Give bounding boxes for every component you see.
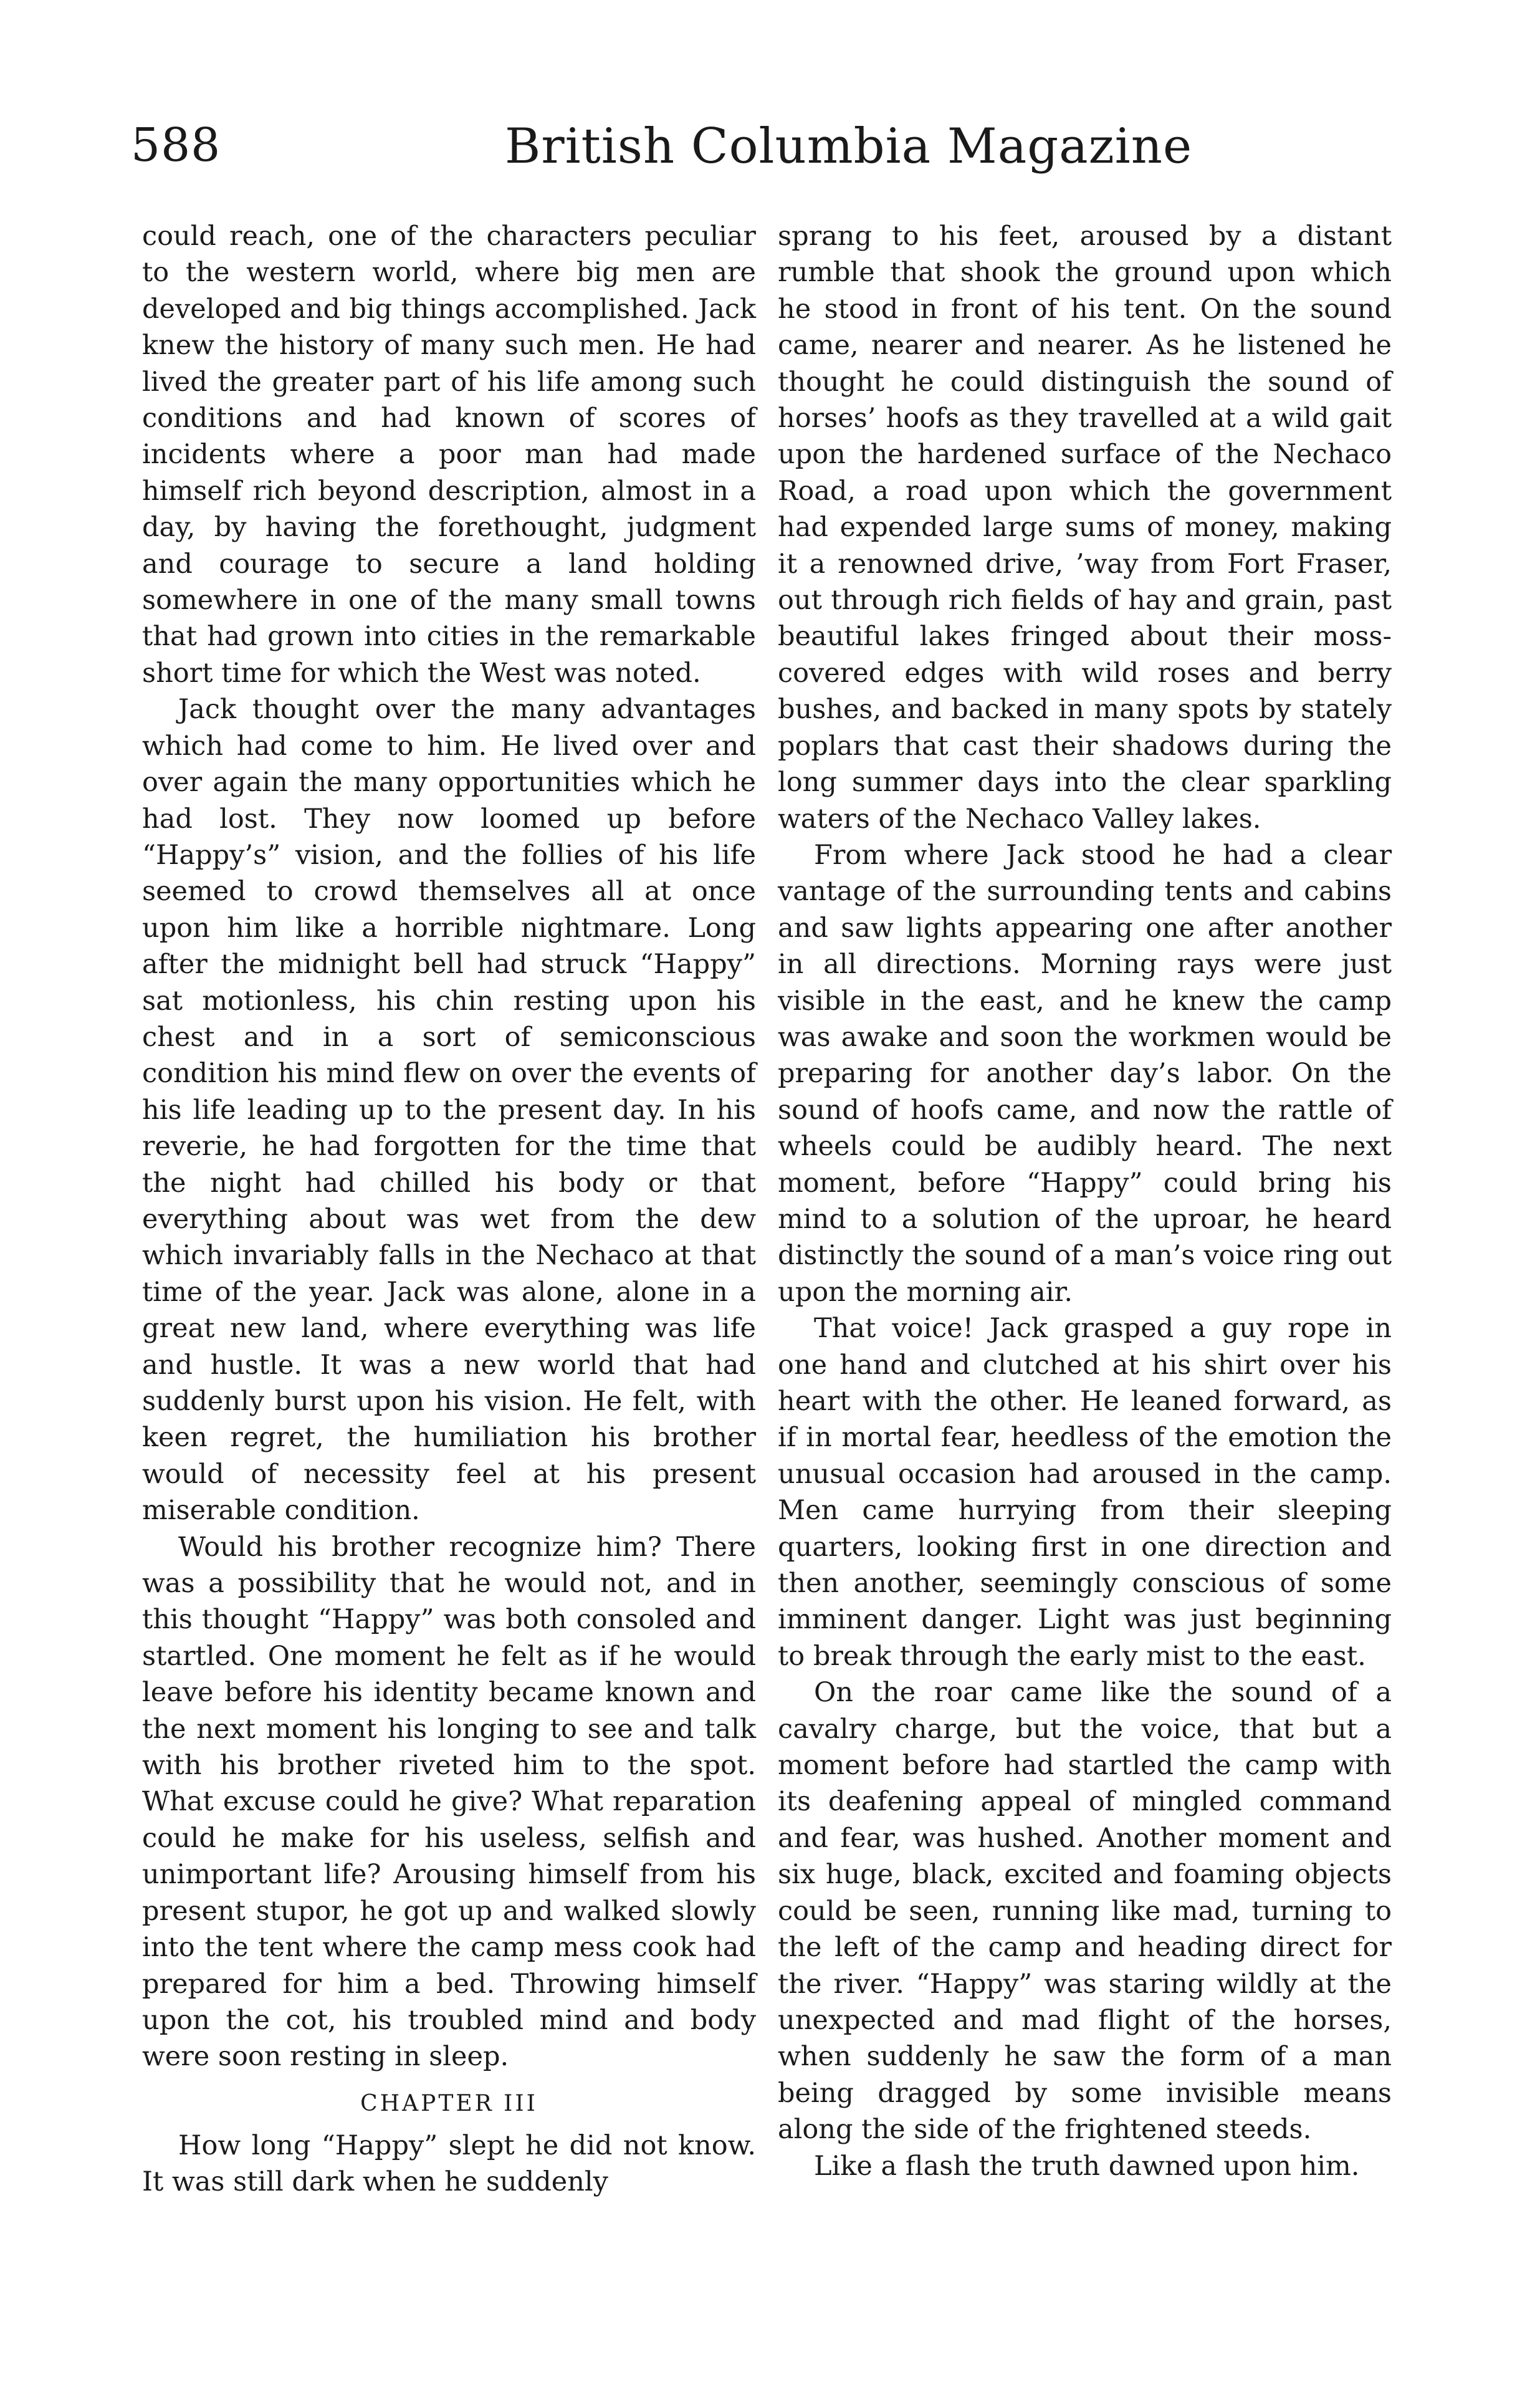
paragraph: Like a flash the truth dawned upon him. <box>814 2150 1360 2182</box>
page-header <box>131 118 1409 187</box>
paragraph: On the roar came like the sound of a cavalry charge, but the voice, that but a moment before had startled the camp with its deafening appeal of mingled command and fear, was hushed. Another moment and six huge, black, excited and foaming objects could be seen, running like mad, turning to the left of the camp and heading direct for the river. “Happy” was staring wildly at the unexpected and mad flight of the horses, when suddenly he saw the form of a man being dragged by some invisible means along the side of the frightened steeds. <box>778 1677 1392 2146</box>
paragraph: sprang to his feet, aroused by a distant rumble that shook the ground upon which he stood in front of his tent. On the sound came, nearer and nearer. As he listened he thought he could distinguish the sound of horses’ hoofs as they travelled at a wild gait upon the hardened surface of the Nechaco Road, a road upon which the government had expended large sums of money, making it a renowned drive, ’way from Fort Fraser, out through rich fields of hay and grain, past beautiful lakes fringed about their moss-covered edges with wild roses and berry bushes, and backed in many spots by stately poplars that cast their shadows during the long summer days into the clear sparkling waters of the Nechaco Valley lakes. <box>778 221 1392 835</box>
paragraph: That voice! Jack grasped a guy rope in one hand and clutched at his shirt over his heart with the other. He leaned forward, as if in mortal fear, heedless of the emotion the unusual occasion had aroused in the camp. Men came hurrying from their sleeping quarters, looking first in one direction and then another, seemingly conscious of some imminent danger. Light was just beginning to break through the early mist to the east. <box>778 1313 1392 1672</box>
paragraph: Jack thought over the many advantages which had come to him. He lived over and over again the many opportunities which he had lost. They now loomed up before “Happy’s” vision, and the follies of his life seemed to crowd themselves all at once upon him like a horrible nightmare. Long after the midnight bell had struck “Happy” sat motionless, his chin resting upon his chest and in a sort of semiconscious condition his mind flew on over the events of his life leading up to the present day. In his reverie, he had forgotten for the time that the night had chilled his body or that everything about was wet from the dew which invariably falls in the Nechaco at that time of the year. Jack was alone, alone in a great new land, where everything was life and hustle. It was a new world that had suddenly burst upon his vision. He felt, with keen regret, the humiliation his brother would of necessity feel at his present miserable condition. <box>142 694 756 1527</box>
running-title: British Columbia Magazine <box>505 118 1193 175</box>
paragraph: From where Jack stood he had a clear vantage of the surrounding tents and cabins and saw lights appearing one after another in all directions. Morning rays were just visible in the east, and he knew the camp was awake and soon the workmen would be preparing for another day’s labor. On the sound of hoofs came, and now the rattle of wheels could be audibly heard. The next moment, before “Happy” could bring his mind to a solution of the uproar, he heard distinctly the sound of a man’s voice ring out upon the morning air. <box>778 839 1392 1308</box>
right-column <box>778 218 1392 2184</box>
chapter-heading: CHAPTER III <box>360 2090 538 2116</box>
page-number: 588 <box>131 118 221 172</box>
paragraph: How long “Happy” slept he did not know. It was still dark when he suddenly <box>142 2129 756 2198</box>
left-column <box>142 218 756 2201</box>
paragraph: could reach, one of the characters peculiar to the western world, where big men are developed and big things accomplished. Jack knew the history of many such men. He had lived the greater part of his life among such conditions and had known of scores of incidents where a poor man had made himself rich beyond description, almost in a day, by having the forethought, judgment and courage to secure a land holding somewhere in one of the many small towns that had grown into cities in the remarkable short time for which the West was noted. <box>142 221 756 689</box>
paragraph: Would his brother recognize him? There was a possibility that he would not, and in this thought “Happy” was both consoled and startled. One moment he felt as if he would leave before his identity became known and the next moment his longing to see and talk with his brother riveted him to the spot. What excuse could he give? What reparation could he make for his useless, selfish and unimportant life? Arousing himself from his present stupor, he got up and walked slowly into the tent where the camp mess cook had prepared for him a bed. Throwing himself upon the cot, his troubled mind and body were soon resting in sleep. <box>142 1531 756 2073</box>
